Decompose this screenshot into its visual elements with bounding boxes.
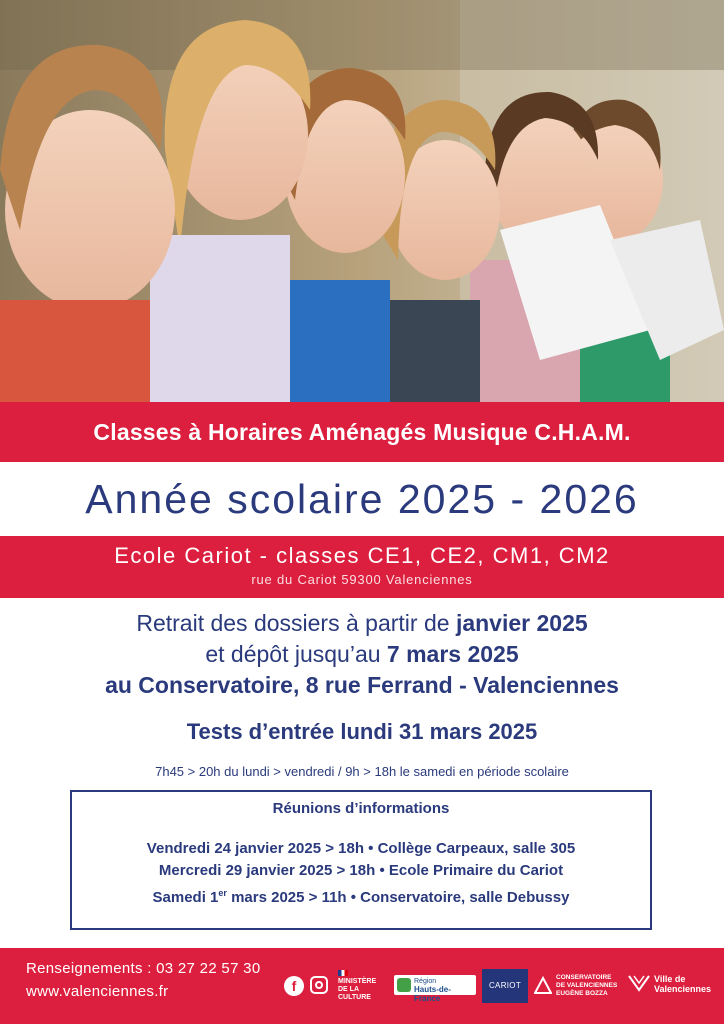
info-meetings-title: Réunions d’informations (272, 800, 450, 817)
hero-photo (0, 0, 724, 402)
meeting-item: Vendredi 24 janvier 2025 > 18h • Collège Carpeaux, salle 305 (146, 840, 576, 857)
retrait-line-2 (0, 639, 724, 670)
retrait-line-3 (0, 670, 724, 701)
meeting-3-suffix: mars 2025 > 11h • Conservatoire, salle Debussy (226, 889, 570, 906)
info-meetings-box (70, 790, 652, 930)
meeting-3-sup: er (218, 888, 227, 898)
retrait-line-1-text: Retrait des dossiers à partir de (136, 610, 456, 636)
children-choir-illustration (0, 0, 724, 402)
meeting-item: Mercredi 29 janvier 2025 > 18h • Ecole Primaire du Cariot (158, 862, 564, 879)
info-meetings-list (72, 838, 650, 909)
ville-line-2: Valenciennes (654, 984, 712, 994)
retrait-deadline: 7 mars 2025 (386, 641, 519, 667)
retrait-location: au Conservatoire, 8 rue Ferrand - Valenciennes (105, 672, 619, 698)
school-address: rue du Cariot 59300 Valenciennes (251, 572, 473, 587)
conservatoire-logo-icon (534, 976, 552, 994)
conservatoire-line-2: DE VALENCIENNES (556, 982, 618, 989)
conservatoire-line-3: EUGÈNE BOZZA (556, 990, 608, 997)
region-logo (394, 975, 476, 1003)
ministere-text: MINISTÈRE DE LA CULTURE (338, 978, 377, 1001)
ministere-culture-logo (338, 970, 386, 1002)
program-title: Classes à Horaires Aménagés Musique C.H.A.M. (93, 419, 631, 445)
marianne-icon (338, 970, 348, 976)
facebook-icon[interactable] (284, 976, 304, 996)
website-link[interactable]: www.valenciennes.fr (26, 983, 169, 1000)
instagram-icon[interactable] (310, 976, 328, 994)
program-banner (0, 402, 724, 462)
region-line-1: Région (414, 978, 437, 985)
meeting-3-prefix: Samedi 1 (152, 889, 219, 906)
partner-logos (282, 966, 722, 1006)
retrait-start-date: janvier 2025 (455, 610, 588, 636)
retrait-line-2-text: et dépôt jusqu’au (205, 641, 387, 667)
school-year-title: Année scolaire 2025 - 2026 (85, 476, 639, 522)
conservatoire-line-1: CONSERVATOIRE (556, 974, 612, 981)
school-banner (0, 536, 724, 598)
school-name: Ecole Cariot - classes CE1, CE2, CM1, CM2 (114, 543, 610, 568)
ville-logo-icon (628, 974, 650, 992)
opening-hours: 7h45 > 20h du lundi > vendredi / 9h > 18h le samedi en période scolaire (155, 764, 569, 779)
ville-line-1: Ville de (654, 974, 686, 984)
retrait-line-1 (0, 608, 724, 639)
facebook-glyph: f (291, 978, 297, 994)
meeting-item (72, 882, 650, 909)
region-line-2: Hauts-de-France (414, 985, 451, 1003)
registration-info (0, 608, 724, 701)
entrance-test-date: Tests d’entrée lundi 31 mars 2025 (186, 719, 538, 744)
footer (0, 948, 724, 1024)
contact-phone: Renseignements : 03 27 22 57 30 (26, 960, 261, 977)
cariot-logo: CARIOT (482, 969, 528, 1003)
